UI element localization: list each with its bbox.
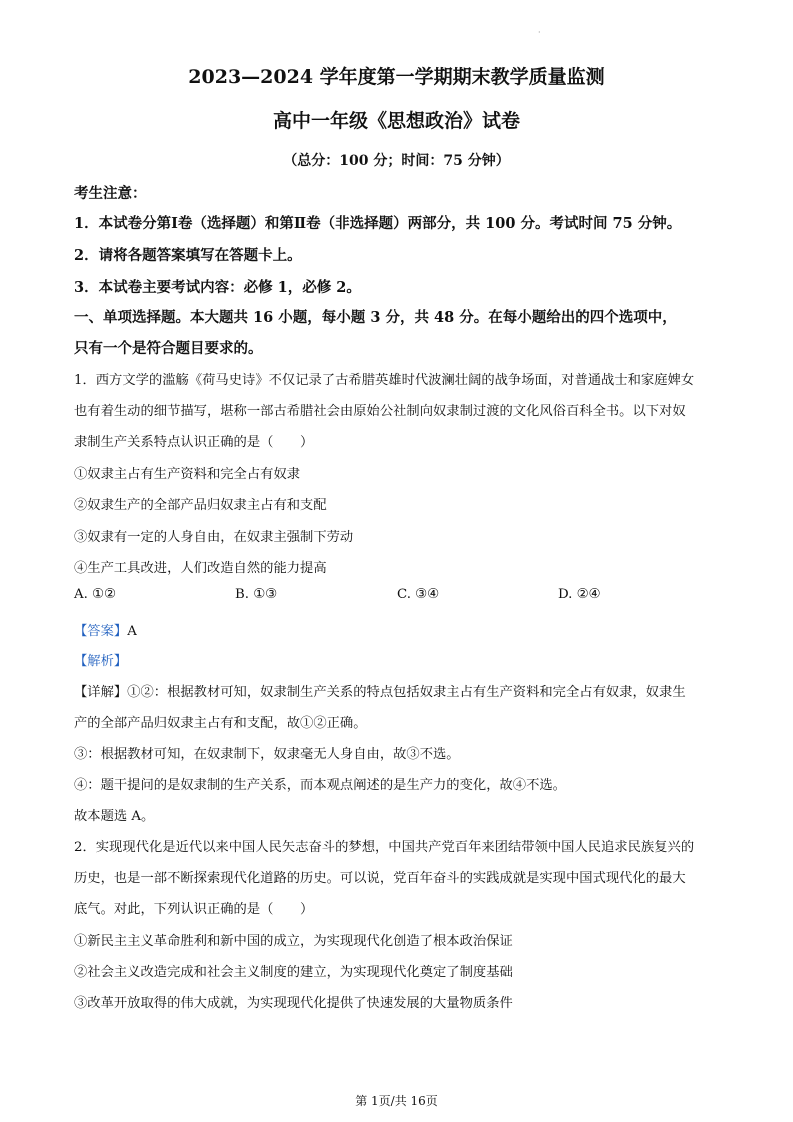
q2-stem-line: 历史，也是一部不断探索现代化道路的历史。可以说，党百年奋斗的实践成就是实现中国式现代化的最大: [74, 871, 686, 886]
q2-stem-line: 2．实现现代化是近代以来中国人民矢志奋斗的梦想，中国共产党百年来团结带领中国人民追求民族复兴的: [74, 840, 695, 855]
q1-option-b: B. ①③: [235, 587, 278, 602]
q1-statement: ④生产工具改进，人们改造自然的能力提高: [74, 561, 327, 576]
q1-explain-line: 产的全部产品归奴隶主占有和支配，故①②正确。: [74, 716, 367, 731]
q1-option-d: D. ②④: [558, 587, 601, 602]
q2-statement: ②社会主义改造完成和社会主义制度的建立，为实现现代化奠定了制度基础: [74, 965, 513, 980]
notice-heading: 考生注意：: [74, 185, 147, 202]
q1-statement: ③奴隶有一定的人身自由，在奴隶主强制下劳动: [74, 530, 354, 545]
q1-answer: [74, 620, 137, 639]
answer-tag: 【答案】: [74, 624, 128, 639]
q1-stem-line: 隶制生产关系特点认识正确的是（ ）: [74, 435, 314, 450]
page-number: 第 1页/共 16页: [355, 1094, 438, 1108]
notice-item-2: 2．请将各题答案填写在答题卡上。: [74, 247, 302, 264]
exam-meta: （总分：100 分；时间：75 分钟）: [283, 153, 510, 169]
answer-value: A: [127, 624, 137, 639]
scan-dot: ·: [538, 28, 541, 37]
exam-title: 2023—2024 学年度第一学期期末教学质量监测: [188, 66, 605, 88]
q1-option-c: C. ③④: [397, 587, 439, 602]
q1-explain-line: ③：根据教材可知，在奴隶制下，奴隶毫无人身自由，故③不选。: [74, 747, 460, 762]
q1-statement: ①奴隶主占有生产资料和完全占有奴隶: [74, 467, 301, 482]
section-heading: 一、单项选择题。本大题共 16 小题，每小题 3 分，共 48 分。在每小题给出的四个选项中，: [74, 309, 677, 326]
q2-stem-line: 底气。对此，下列认识正确的是（ ）: [74, 902, 314, 917]
notice-item-1: 1．本试卷分第Ⅰ卷（选择题）和第Ⅱ卷（非选择题）两部分，共 100 分。考试时间 75 分钟。: [74, 215, 682, 232]
q2-statement: ③改革开放取得的伟大成就，为实现现代化提供了快速发展的大量物质条件: [74, 996, 513, 1011]
q1-explain-line: ④：题干提问的是奴隶制的生产关系，而本观点阐述的是生产力的变化，故④不选。: [74, 778, 566, 793]
q1-explain-line: 【详解】①②：根据教材可知，奴隶制生产关系的特点包括奴隶主占有生产资料和完全占有奴隶，奴隶生: [74, 685, 686, 700]
q1-stem-line: 也有着生动的细节描写，堪称一部古希腊社会由原始公社制向奴隶制过渡的文化风俗百科全书。以下对奴: [74, 404, 686, 419]
notice-item-3: 3．本试卷主要考试内容：必修 1，必修 2。: [74, 279, 361, 296]
q2-statement: ①新民主主义革命胜利和新中国的成立，为实现现代化创造了根本政治保证: [74, 934, 513, 949]
q1-statement: ②奴隶生产的全部产品归奴隶主占有和支配: [74, 498, 327, 513]
q1-stem-line: 1．西方文学的滥觞《荷马史诗》不仅记录了古希腊英雄时代波澜壮阔的战争场面，对普通战士和家庭婢女: [74, 373, 695, 388]
q1-explain-line: 故本题选 A。: [74, 809, 155, 824]
analysis-tag: 【解析】: [74, 654, 128, 669]
section-heading-cont: 只有一个是符合题目要求的。: [74, 340, 263, 357]
q1-option-a: A. ①②: [74, 587, 116, 602]
exam-subtitle: 高中一年级《思想政治》试卷: [272, 110, 520, 132]
